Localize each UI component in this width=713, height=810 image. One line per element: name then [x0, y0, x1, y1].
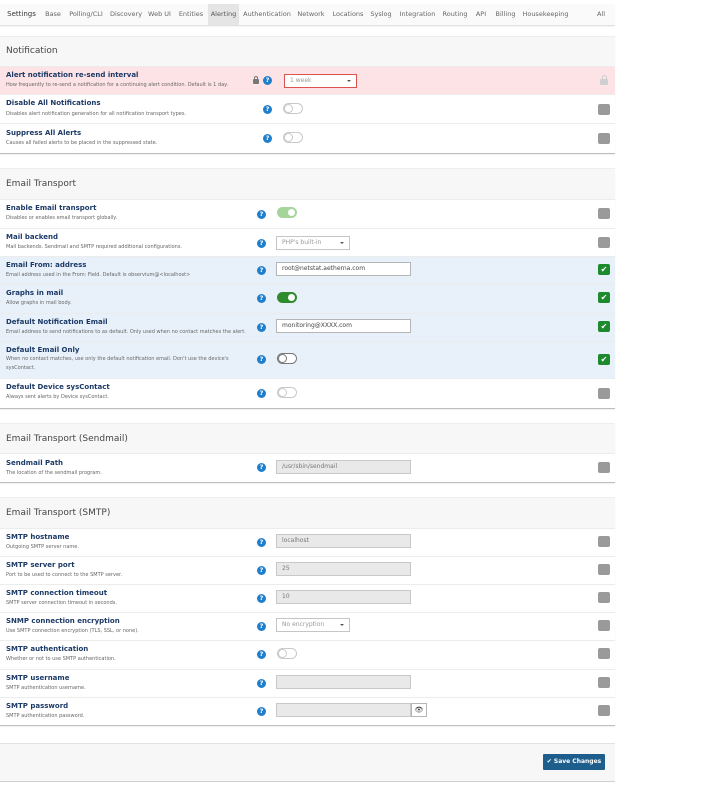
toggle-knob [284, 133, 293, 142]
form-footer [0, 743, 615, 782]
help-icon[interactable]: ? [257, 566, 266, 575]
setting-label: Mail backend [6, 233, 59, 241]
override-checkbox[interactable] [598, 208, 610, 219]
setting-description: SMTP authentication username. [6, 685, 86, 691]
email-from-input[interactable]: root@netstat.aetherna.com [276, 262, 411, 276]
smtp-section [0, 497, 615, 726]
setting-row-smtp-timeout [0, 584, 615, 613]
override-checkbox[interactable] [598, 592, 610, 603]
setting-label: Alert notification re-send interval [6, 71, 139, 79]
help-icon[interactable]: ? [263, 76, 272, 85]
setting-label: SMTP connection timeout [6, 589, 108, 597]
setting-label: Disable All Notifications [6, 99, 101, 107]
setting-row-smtp-port [0, 556, 615, 585]
smtp-auth-toggle[interactable] [277, 648, 297, 659]
help-icon[interactable]: ? [263, 105, 272, 114]
override-checkbox-checked[interactable]: ✔ [598, 264, 610, 275]
show-password-eye-icon[interactable]: 👁 [411, 703, 427, 717]
setting-label: Email From: address [6, 261, 87, 269]
tab-web-ui[interactable]: Web UI [148, 10, 171, 18]
tab-alerting[interactable]: Alerting [208, 4, 239, 25]
default-email-only-toggle[interactable] [277, 353, 297, 364]
setting-description: Whether or not to use SMTP authentication. [6, 656, 116, 662]
help-icon[interactable]: ? [257, 266, 266, 275]
setting-row-enable-email [0, 199, 615, 229]
setting-description: Outgoing SMTP server name. [6, 544, 79, 550]
tab-authentication[interactable]: Authentication [243, 10, 291, 18]
setting-row-default-syscontact [0, 378, 615, 408]
email-transport-section [0, 168, 615, 409]
override-checkbox[interactable] [598, 462, 610, 473]
setting-row-smtp-username [0, 669, 615, 698]
toggle-knob [284, 104, 293, 113]
select-value: 1 week [290, 77, 312, 84]
setting-label: SMTP password [6, 702, 69, 710]
chevron-down-icon [340, 242, 344, 244]
help-icon[interactable]: ? [257, 707, 266, 716]
tab-housekeeping[interactable]: Housekeeping [522, 10, 569, 18]
override-checkbox[interactable] [598, 536, 610, 547]
help-icon[interactable]: ? [257, 294, 266, 303]
help-icon[interactable]: ? [257, 650, 266, 659]
setting-label: Suppress All Alerts [6, 129, 82, 137]
setting-description: Causes all failed alerts to be placed in the suppressed state. [6, 140, 158, 146]
override-checkbox[interactable] [598, 133, 610, 144]
help-icon[interactable]: ? [257, 389, 266, 398]
help-icon[interactable]: ? [257, 594, 266, 603]
tab-billing[interactable]: Billing [495, 10, 516, 18]
default-syscontact-toggle[interactable] [277, 387, 297, 398]
setting-row-default-email-only [0, 341, 615, 379]
setting-description: Use SMTP connection encryption (TLS, SSL, or none). [6, 628, 139, 634]
setting-description: SMTP authentication password. [6, 713, 85, 719]
setting-label: SMTP hostname [6, 533, 70, 541]
setting-row-email-from [0, 256, 615, 285]
section-header [0, 168, 615, 200]
setting-description: Email address to send notifications to as default. Only used when no contact matches the alert. [6, 329, 246, 335]
setting-description: Disables alert notification generation for all notification transport types. [6, 111, 187, 117]
resend-interval-select[interactable] [284, 74, 357, 88]
smtp-timeout-input[interactable]: 10 [276, 590, 411, 604]
override-checkbox-checked[interactable]: ✔ [598, 354, 610, 365]
sendmail-section [0, 423, 615, 483]
setting-description: Disables or enables email transport globally. [6, 215, 118, 221]
setting-row-smtp-auth [0, 640, 615, 670]
override-checkbox[interactable] [598, 648, 610, 659]
suppress-alerts-toggle[interactable] [283, 132, 303, 143]
toggle-knob [278, 354, 287, 363]
section-title: Email Transport (Sendmail) [6, 434, 128, 444]
override-checkbox[interactable] [598, 705, 610, 716]
setting-row-smtp-password [0, 697, 615, 726]
section-header [0, 497, 615, 529]
setting-description: When no contact matches, use only the default notification email. Don't use the device's sysContact. [6, 356, 229, 371]
setting-description: Mail backends. Sendmail and SMTP required additional configurations. [6, 244, 183, 250]
chevron-down-icon [347, 80, 351, 82]
override-checkbox-checked[interactable]: ✔ [598, 292, 610, 303]
settings-tab-bar [0, 4, 615, 26]
section-header [0, 423, 615, 454]
lock-icon [253, 79, 259, 84]
sendmail-path-input[interactable]: /usr/sbin/sendmail [276, 460, 411, 474]
setting-label: SMTP username [6, 674, 70, 682]
help-icon[interactable]: ? [257, 323, 266, 332]
setting-label: SMTP server port [6, 561, 75, 569]
override-checkbox-checked[interactable]: ✔ [598, 321, 610, 332]
setting-row-default-notification-email [0, 313, 615, 342]
help-icon[interactable]: ? [257, 239, 266, 248]
toggle-knob [278, 649, 287, 658]
graphs-in-mail-toggle[interactable] [277, 292, 297, 303]
lock-icon [600, 79, 608, 85]
tab-integration[interactable]: Integration [399, 10, 436, 18]
setting-label: Default Notification Email [6, 318, 108, 326]
setting-row-suppress-alerts [0, 123, 615, 153]
override-checkbox[interactable] [598, 620, 610, 631]
tab-polling[interactable]: Polling/CLI [69, 10, 103, 18]
override-checkbox[interactable] [598, 388, 610, 399]
smtp-password-input[interactable] [276, 703, 411, 717]
notification-section [0, 36, 615, 154]
default-notification-email-input[interactable]: monitoring@XXXX.com [276, 319, 411, 333]
setting-label: Enable Email transport [6, 204, 97, 212]
setting-row-smtp-hostname [0, 528, 615, 557]
section-title: Notification [6, 46, 58, 56]
setting-label: SMTP authentication [6, 645, 89, 653]
help-icon[interactable]: ? [257, 355, 266, 364]
setting-description: How frequently to re-send a notification for a continuing alert condition. Default is 1 day. [6, 82, 228, 88]
tab-syslog[interactable]: Syslog [370, 10, 392, 18]
tab-routing[interactable]: Routing [442, 10, 468, 18]
setting-description: Allow graphs in mail body. [6, 300, 72, 306]
override-checkbox[interactable] [598, 237, 610, 248]
toggle-knob [287, 293, 296, 302]
setting-label: Graphs in mail [6, 289, 64, 297]
setting-description: SMTP server connection timeout in seconds. [6, 600, 117, 606]
tab-entities[interactable]: Entities [178, 10, 204, 18]
help-icon[interactable]: ? [257, 463, 266, 472]
setting-label: Default Email Only [6, 346, 80, 354]
smtp-username-input[interactable] [276, 675, 411, 689]
chevron-down-icon [340, 624, 344, 626]
tab-settings[interactable]: Settings [7, 10, 36, 18]
tab-locations[interactable]: Locations [332, 10, 364, 18]
override-checkbox[interactable] [598, 564, 610, 575]
setting-row-mail-backend [0, 228, 615, 257]
disable-notifications-toggle[interactable] [283, 103, 303, 114]
help-icon[interactable]: ? [257, 622, 266, 631]
help-icon[interactable]: ? [263, 134, 272, 143]
setting-label: SNMP connection encryption [6, 617, 120, 625]
setting-description: Port to be used to connect to the SMTP server. [6, 572, 123, 578]
toggle-knob [287, 208, 296, 217]
section-title: Email Transport [6, 179, 77, 189]
save-changes-button[interactable]: ✔ Save Changes [543, 754, 605, 770]
smtp-hostname-input[interactable]: localhost [276, 534, 411, 548]
section-header [0, 36, 615, 67]
help-icon[interactable]: ? [257, 210, 266, 219]
tab-discovery[interactable]: Discovery [109, 10, 143, 18]
override-checkbox[interactable] [598, 104, 610, 115]
setting-label: Default Device sysContact [6, 383, 110, 391]
setting-description: Always sent alerts by Device sysContact. [6, 394, 109, 400]
select-value: No encryption [282, 621, 325, 628]
select-value: PHP's built-in [282, 239, 322, 246]
setting-row-graphs-in-mail [0, 284, 615, 314]
setting-row-sendmail-path [0, 453, 615, 482]
tab-all[interactable]: All [596, 10, 606, 18]
help-icon[interactable]: ? [257, 679, 266, 688]
tab-api[interactable]: API [475, 10, 487, 18]
smtp-encryption-select[interactable] [276, 618, 350, 632]
setting-label: Sendmail Path [6, 459, 64, 467]
setting-row-smtp-encryption [0, 612, 615, 641]
smtp-port-input[interactable]: 25 [276, 562, 411, 576]
section-title: Email Transport (SMTP) [6, 508, 111, 518]
setting-row-resend-interval [0, 66, 615, 95]
setting-row-disable-notifications [0, 94, 615, 124]
override-checkbox[interactable] [598, 677, 610, 688]
enable-email-toggle[interactable] [277, 207, 297, 218]
setting-description: Email address used in the From: Field. Default is observium@<localhost> [6, 272, 191, 278]
toggle-knob [278, 388, 287, 397]
setting-description: The location of the sendmail program. [6, 470, 102, 476]
tab-network[interactable]: Network [297, 10, 325, 18]
help-icon[interactable]: ? [257, 538, 266, 547]
tab-base[interactable]: Base [45, 10, 61, 18]
mail-backend-select[interactable] [276, 236, 350, 250]
